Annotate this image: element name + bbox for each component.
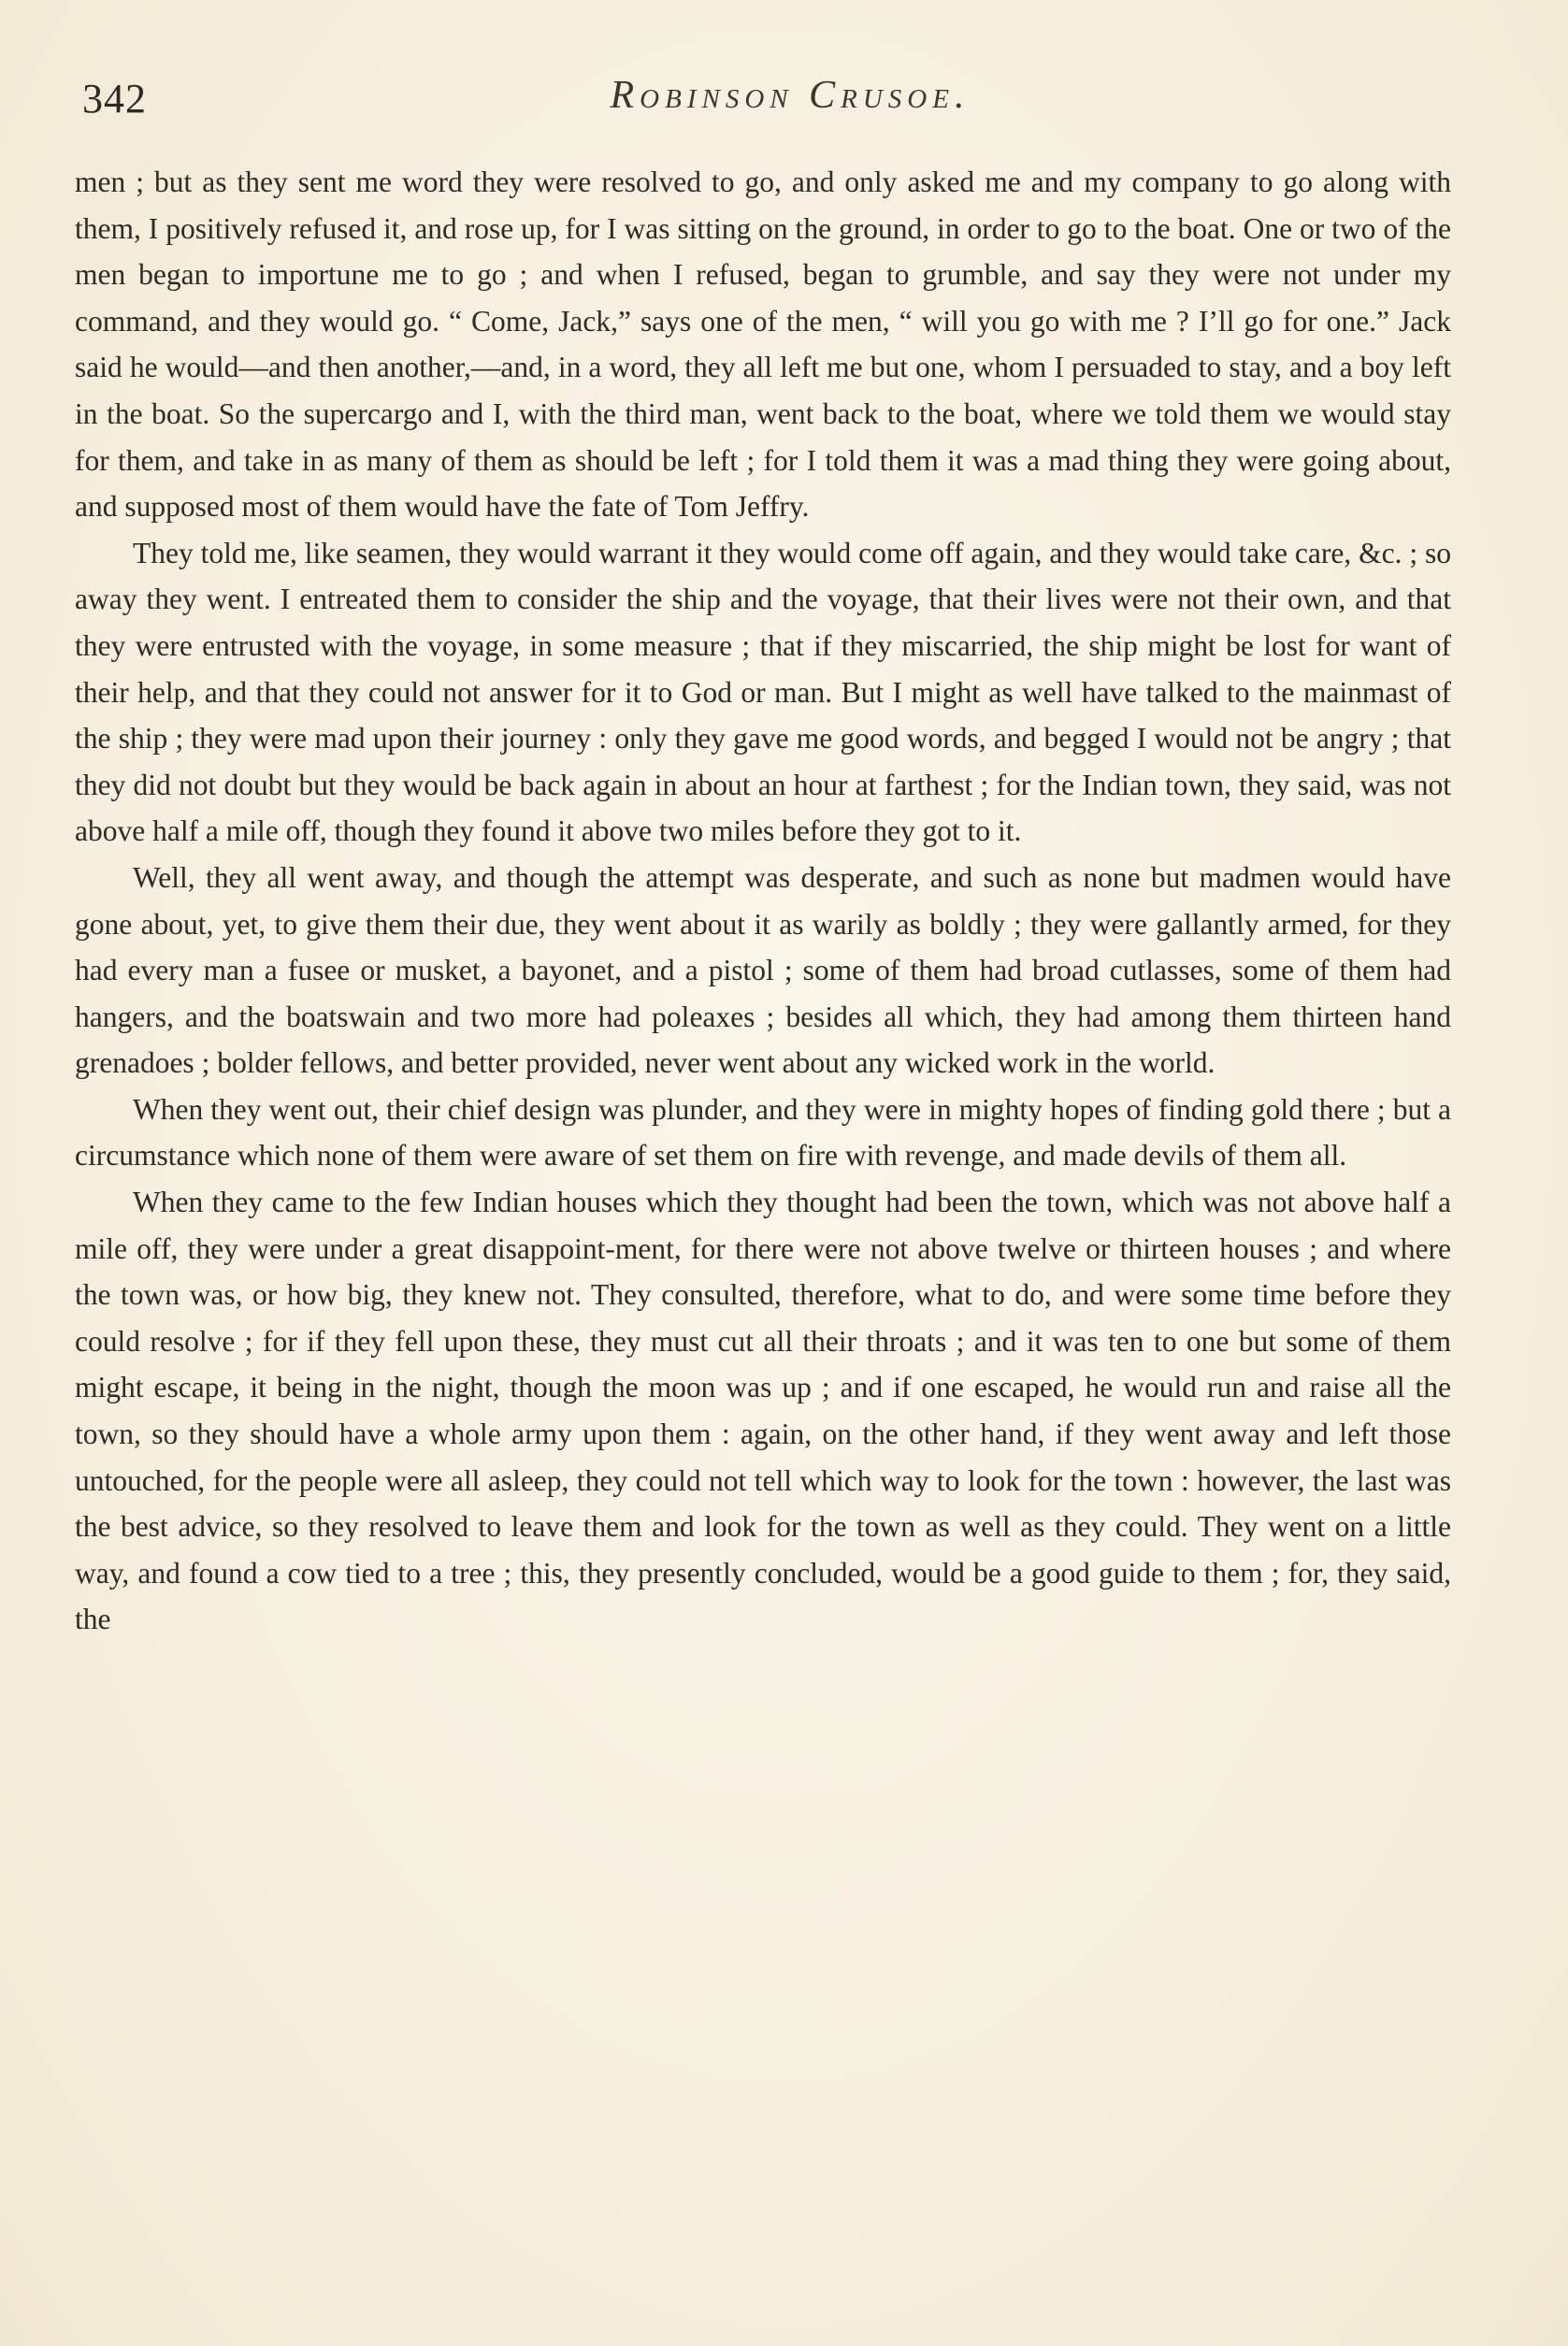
- page-number: 342: [82, 76, 147, 122]
- page-header: [75, 58, 1505, 133]
- paragraph: Well, they all went away, and though the attempt was desperate, and such as none but madmen would have gone about, yet, to give them their due, they went about it as warily as boldly ; they were gallantly armed, for they had every man a fusee or musket, a bayonet, and a pistol ; some of them had broad cutlasses, some of them had hangers, and the boatswain and two more had poleaxes ; besides all which, they had among them thirteen hand grenadoes ; bolder fellows, and better provided, never went about any wicked work in the world.: [75, 860, 1451, 1080]
- paragraph: men ; but as they sent me word they were resolved to go, and only asked me and my company to go along with them, I positively refused it, and rose up, for I was sitting on the ground, in order to go to the boat. One or two of the men began to importune me to go ; and when I refused, began to grumble, and say they were not under my command, and they would go. “ Come, Jack,” says one of the men, “ will you go with me ? I’ll go for one.” Jack said he would—and then another,—and, in a word, they all left me but one, whom I persuaded to stay, and a boy left in the boat. So the supercargo and I, with the third man, went back to the boat, where we told them we would stay for them, and take in as many of them as should be left ; for I told them it was a mad thing they were going about, and supposed most of them would have the fate of Tom Jeffry.: [75, 166, 1451, 524]
- body-text: [75, 159, 1451, 1643]
- paragraph: When they went out, their chief design was plunder, and they were in mighty hopes of finding gold there ; but a circumstance which none of them were aware of set them on fire with revenge, and made devils of them all.: [75, 1092, 1451, 1173]
- running-title: Robinson Crusoe.: [610, 74, 971, 117]
- paragraph: They told me, like seamen, they would warrant it they would come off again, and they would take care, &c. ; so away they went. I entreated them to consider the ship and the voyage, that their lives were not their own, and that they were entrusted with the voyage, in some measure ; that if they miscarried, the ship might be lost for want of their help, and that they could not answer for it to God or man. But I might as well have talked to the mainmast of the ship ; they were mad upon their journey : only they gave me good words, and begged I would not be angry ; that they did not doubt but they would be back again in about an hour at farthest ; for the Indian town, they said, was not above half a mile off, though they found it above two miles before they got to it.: [75, 536, 1451, 848]
- paragraph: When they came to the few Indian houses which they thought had been the town, which was not above half a mile off, they were under a great disappoint-ment, for there were not above twelve or thirteen houses ; and where the town was, or how big, they knew not. They consulted, therefore, what to do, and were some time before they could resolve ; for if they fell upon these, they must cut all their throats ; and it was ten to one but some of them might escape, it being in the night, though the moon was up ; and if one escaped, he would run and raise all the town, so they should have a whole army upon them : again, on the other hand, if they went away and left those untouched, for the people were all asleep, they could not tell which way to look for the town : however, the last was the best advice, so they resolved to leave them and look for the town as well as they could. They went on a little way, and found a cow tied to a tree ; this, they presently concluded, would be a good guide to them ; for, they said, the: [75, 1186, 1451, 1636]
